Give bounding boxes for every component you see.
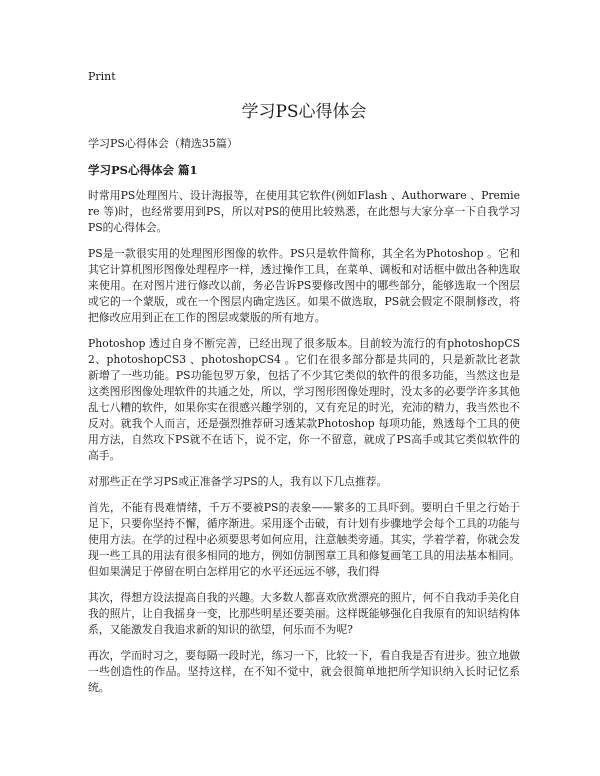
document-title: 学习PS心得体会 <box>241 102 367 122</box>
document-page <box>88 70 520 706</box>
paragraph-5: 首先，不能有畏难情绪，千万不要被PS的表象——繁多的工具吓到。要明白千里之行始于足下，只要你坚持不懈，循序渐进。采用逐个击破，有计划有步骤地学会每个工具的功能与使用方法。在学的过程中必须要思考如何应用，注意触类旁通。其实，学着学着，你就会发现一些工具的用法有很多相同的地方，例如仿制图章工具和修复画笔工具的用法基本相同。但如果满足于停留在明白怎样用它的水平还远远不够，我们得 <box>88 501 520 578</box>
paragraph-4: 对那些正在学习PS或正准备学习PS的人，我有以下几点推荐。 <box>88 475 388 488</box>
section-heading: 学习PS心得体会 篇1 <box>88 163 198 177</box>
paragraph-6: 其次，得想方设法提高自我的兴趣。大多数人都喜欢欣赏漂亮的照片，何不自我动手美化自我的照片，让自我摇身一变，比那些明星还要美丽。这样既能够强化自我原有的知识结构体系，又能激发自我追求新的知识的欲望，何乐而不为呢? <box>88 591 520 636</box>
paragraph-3: Photoshop 透过自身不断完善，已经出现了很多版本。目前较为流行的有photoshopCS2、photoshopCS3 、photoshopCS4 。它们在很多部分都是共同的，只是新款比老款新增了一些功能。PS功能包罗万象，包括了不少其它类似的软件的很多功能，当然这也是这类图形图像处理软件的共通之处，所以，学习图形图像处理时，没太多的必要学许多其他乱七八糟的软件，如果你实在很感兴趣学别的，又有充足的时光，充沛的精力，我当然也不反对。就我个人而言，还是强烈推荐研习透某款Photoshop 每项功能，熟透每个工具的使用方法，自然攻下PS就不在话下，说不定，你一不留意，就成了PS高手或其它类似软件的高手。 <box>88 337 520 462</box>
paragraph-2: PS是一款很实用的处理图形图像的软件。PS只是软件简称，其全名为Photoshop 。它和其它计算机图形图像处理程序一样，透过操作工具，在菜单、调板和对话框中做出各种选取来使用。在对图片进行修改以前，务必告诉PS要修改图中的哪些部分，能够选取一个图层或它的一个蒙版，或在一个图层内确定选区。如果不做选取，PS就会假定不限制修改，将把修改应用到正在工作的图层或蒙版的所有地方。 <box>88 247 520 324</box>
paragraph-7: 再次，学而时习之，要每隔一段时光，练习一下，比较一下，看自我是否有进步。独立地做一些创造性的作品。坚持这样，在不知不觉中，就会很简单地把所学知识纳入长时记忆系统。 <box>88 649 520 694</box>
paragraph-1: 时常用PS处理图片、设计海报等，在使用其它软件(例如Flash 、Authorware 、Premiere 等)时，也经常要用到PS，所以对PS的使用比较熟悉，在此想与大家分享一下自我学习PS的心得体会。 <box>88 189 520 234</box>
document-subtitle: 学习PS心得体会（精选35篇） <box>88 137 238 150</box>
print-label: Print <box>88 70 116 83</box>
